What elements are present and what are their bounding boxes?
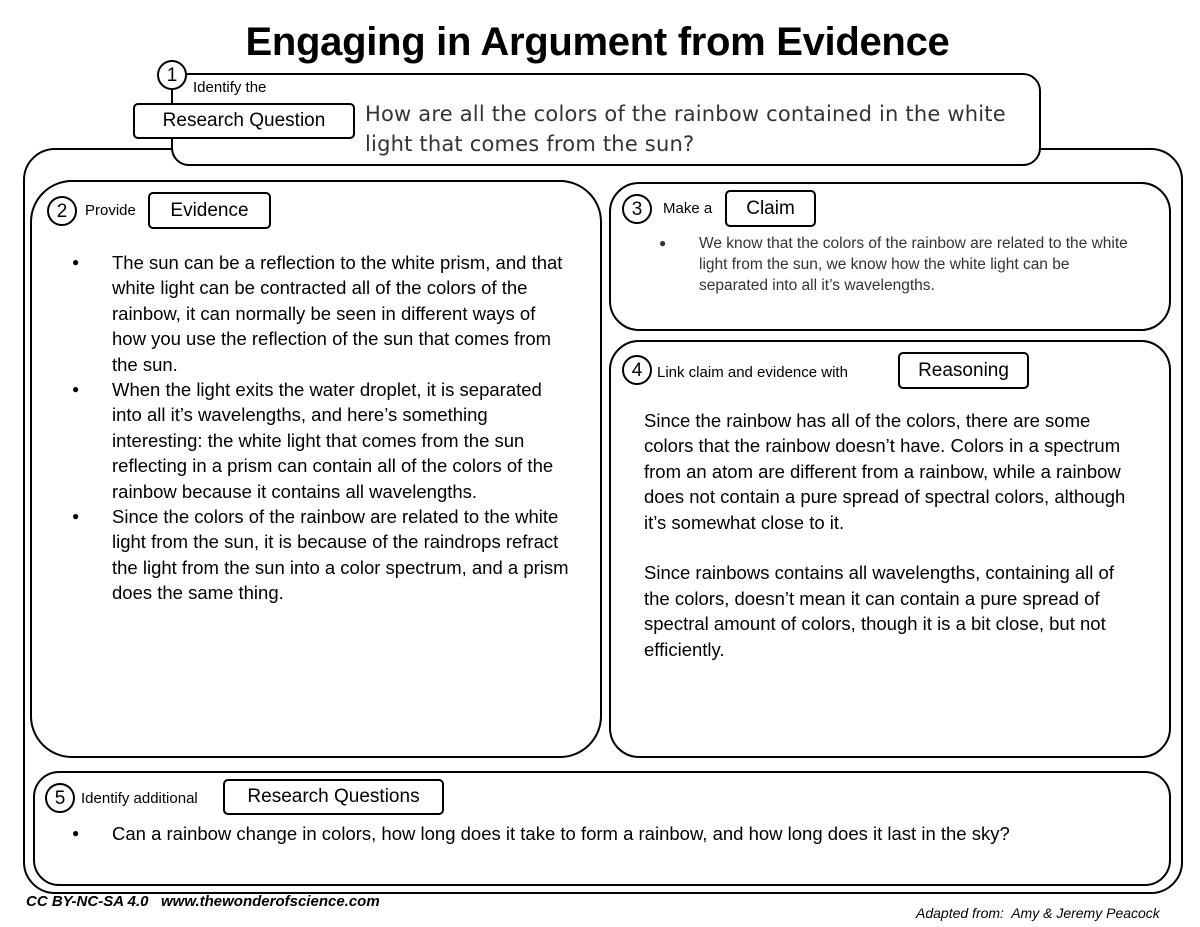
reasoning-text	[644, 408, 1144, 687]
step-2-badge: 2	[47, 196, 77, 226]
adapted-from-text: Adapted from: Amy & Jeremy Peacock	[916, 905, 1160, 921]
step-3-badge: 3	[622, 194, 652, 224]
evidence-bullet-1: ● The sun can be a reflection to the white prism, and that white light can be contracted all of the colors of the rainbow, it can normally be seen in different ways of how you use the reflection of the sun that comes from the sun.	[72, 250, 572, 377]
evidence-bullet-3: ● Since the colors of the rainbow are related to the white light from the sun, it is because of the raindrops refract the light from the sun into a color spectrum, and a prism does the same thing.	[72, 504, 572, 606]
step-4-badge: 4	[622, 355, 652, 385]
additional-question-1: ● Can a rainbow change in colors, how long does it take to form a rainbow, and how long does it last in the sky?	[72, 821, 1122, 846]
page-title: Engaging in Argument from Evidence	[245, 20, 950, 64]
evidence-list	[72, 250, 572, 606]
evidence-tag: Evidence	[148, 192, 271, 229]
reasoning-paragraph-2: Since rainbows contains all wavelengths, containing all of the colors, doesn’t mean it can contain a pure spread of spectral amount of colors, though it is a bit close, but not efficiently.	[644, 562, 1114, 660]
research-questions-tag: Research Questions	[223, 779, 444, 815]
claim-tag: Claim	[725, 190, 816, 227]
additional-questions-list	[72, 821, 1122, 846]
claim-bullet-1: ● We know that the colors of the rainbow are related to the white light from the sun, we know how the white light can be separated into all it’s wavelengths.	[659, 233, 1139, 296]
research-question-text: How are all the colors of the rainbow contained in the white light that comes from the sun?	[365, 102, 1006, 156]
reasoning-paragraph-1: Since the rainbow has all of the colors, there are some colors that the rainbow doesn’t have. Colors in a spectrum from an atom are different from a rainbow, while a rainbow does not contain a pure spread of spectral colors, although it’s somewhat close to it.	[644, 410, 1126, 533]
identify-additional-label: Identify additional	[81, 790, 198, 807]
step-5-badge: 5	[45, 783, 75, 813]
identify-label: Identify the	[193, 79, 267, 96]
provide-label: Provide	[85, 202, 136, 219]
make-a-label: Make a	[663, 200, 713, 217]
claim-list	[659, 233, 1139, 296]
research-question-tag: Research Question	[133, 103, 355, 139]
link-claim-label: Link claim and evidence with	[657, 364, 848, 381]
reasoning-tag: Reasoning	[898, 352, 1029, 389]
step-1-badge: 1	[157, 60, 187, 90]
evidence-bullet-2: ● When the light exits the water droplet, it is separated into all it’s wavelengths, and here’s something interesting: the white light that comes from the sun reflecting in a prism can contain all of the colors of the rainbow because it contains all wavelengths.	[72, 377, 572, 504]
license-text: CC BY-NC-SA 4.0 www.thewonderofscience.com	[26, 893, 380, 910]
